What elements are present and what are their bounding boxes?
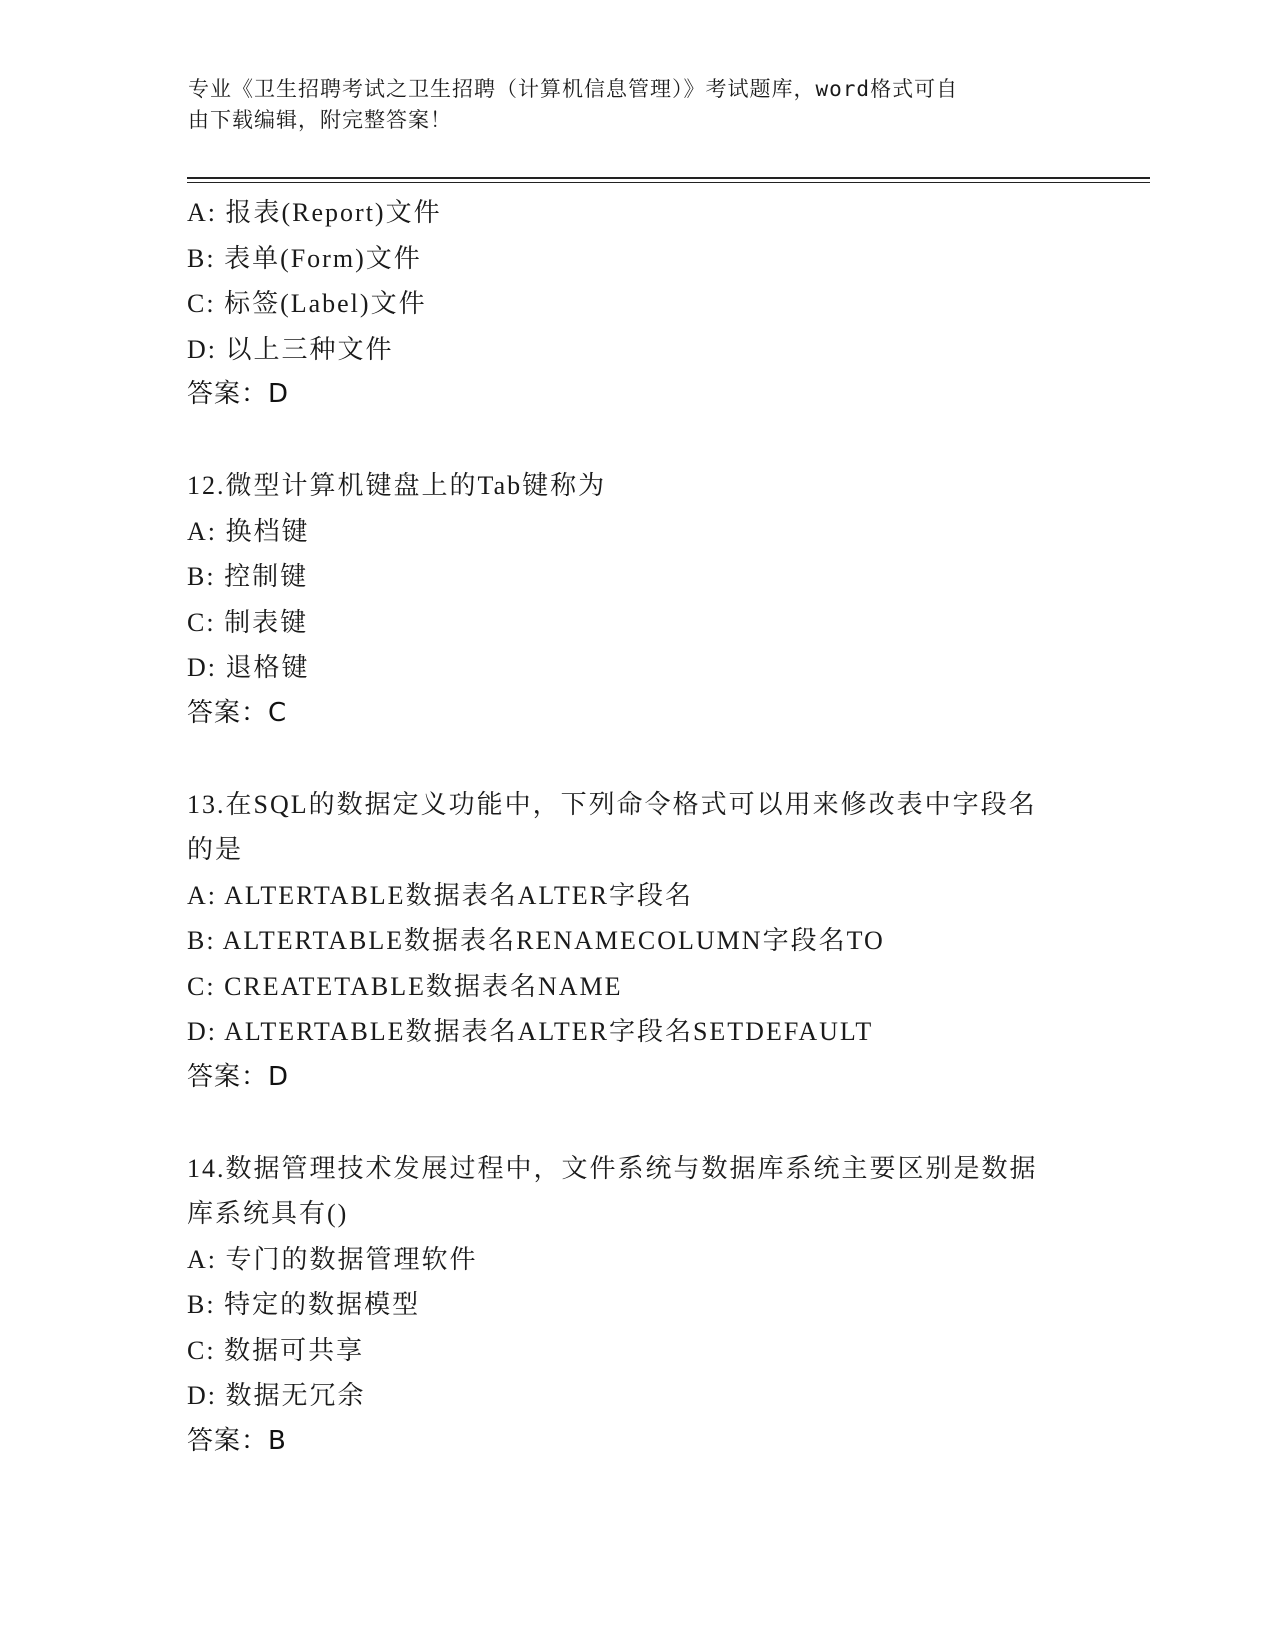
option-c: C: 制表键 (187, 607, 309, 637)
question-14 (187, 1146, 1087, 1465)
question-list (187, 190, 1087, 1464)
option-a: A: ALTERTABLE数据表名ALTER字段名 (187, 880, 693, 910)
option-c: C: 数据可共享 (187, 1335, 365, 1365)
answer-line: 答案：D (187, 379, 290, 409)
option-b: B: 特定的数据模型 (187, 1290, 421, 1319)
option-c: C: 标签(Label)文件 (187, 289, 427, 318)
header-line-2: 由下载编辑，附完整答案！ (188, 108, 452, 132)
option-a: A: 专门的数据管理软件 (187, 1244, 478, 1274)
header-rule-thin (187, 182, 1150, 183)
option-a: A: 报表(Report)文件 (187, 198, 442, 227)
spacer (187, 1100, 1087, 1146)
question-text: 13.在SQL的数据定义功能中，下列命令格式可以用来修改表中字段名 (187, 789, 1037, 819)
question-12 (187, 463, 1087, 736)
document-header (188, 74, 1068, 136)
answer-line: 答案：C (187, 697, 288, 728)
option-a: A: 换档键 (187, 516, 310, 546)
option-d: D: 以上三种文件 (187, 334, 394, 364)
question-text-continued: 的是 (187, 835, 244, 864)
spacer (187, 418, 1087, 464)
question-text-continued: 库系统具有() (187, 1199, 349, 1228)
option-b: B: ALTERTABLE数据表名RENAMECOLUMN字段名TO (187, 926, 885, 955)
spacer (187, 736, 1087, 782)
header-rule-thick (187, 177, 1150, 179)
option-b: B: 控制键 (187, 562, 309, 591)
option-c: C: CREATETABLE数据表名NAME (187, 971, 623, 1001)
question-11 (187, 190, 1087, 418)
option-d: D: 退格键 (187, 653, 310, 682)
question-text: 14.数据管理技术发展过程中，文件系统与数据库系统主要区别是数据 (187, 1153, 1038, 1183)
option-d: D: 数据无冗余 (187, 1381, 366, 1410)
question-text: 12.微型计算机键盘上的Tab键称为 (187, 471, 607, 500)
option-b: B: 表单(Form)文件 (187, 243, 422, 273)
option-d: D: ALTERTABLE数据表名ALTER字段名SETDEFAULT (187, 1017, 874, 1046)
header-line-1: 专业《卫生招聘考试之卫生招聘（计算机信息管理）》考试题库，word格式可自 (188, 77, 959, 101)
question-13 (187, 782, 1087, 1101)
answer-line: 答案：D (187, 1061, 290, 1092)
answer-line: 答案：B (187, 1425, 287, 1456)
